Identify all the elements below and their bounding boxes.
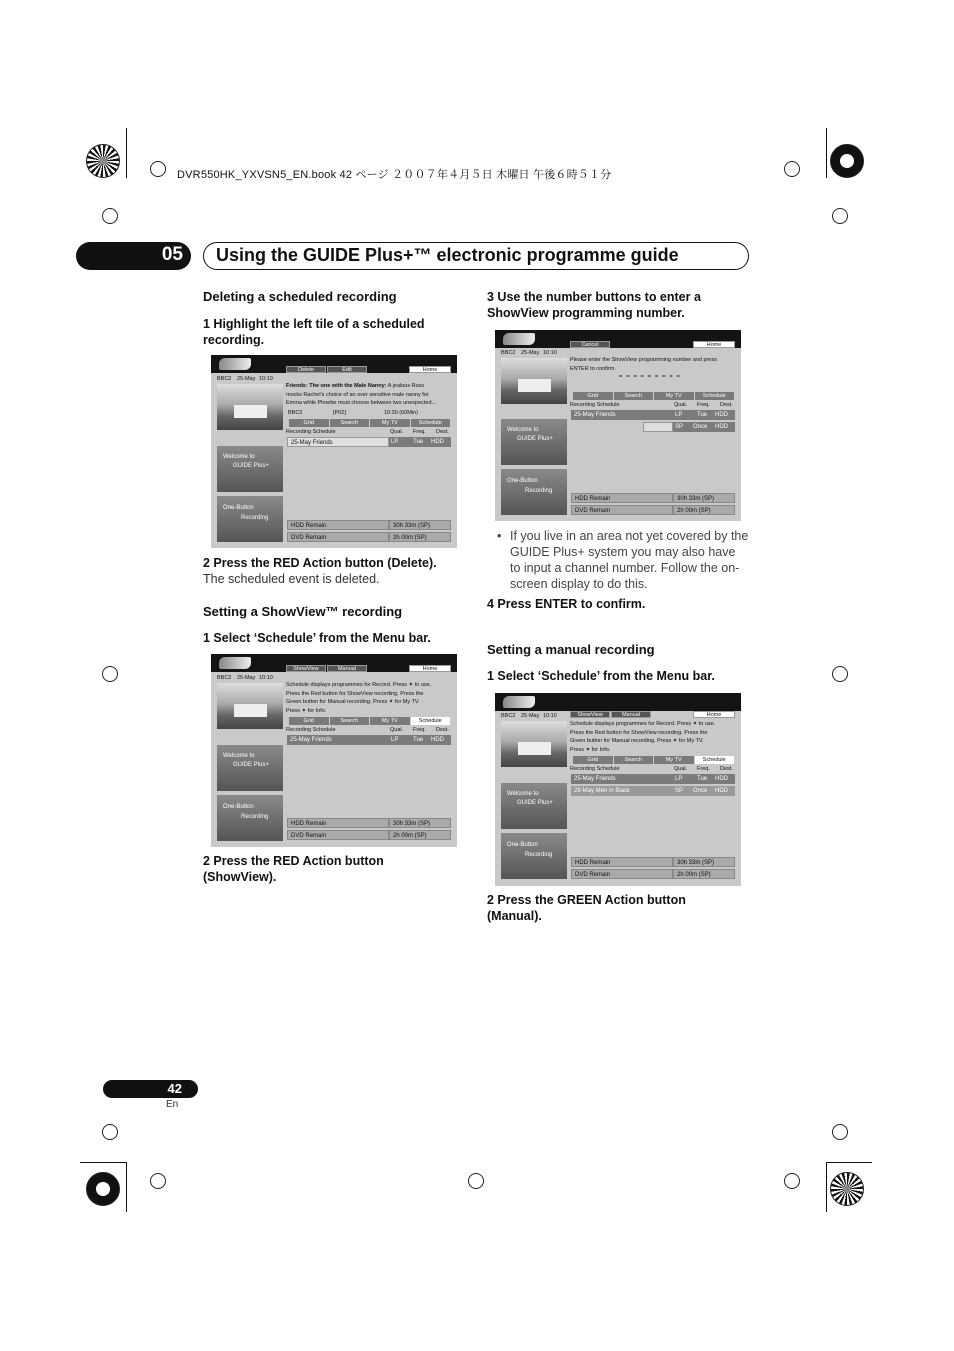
crosshair-icon bbox=[102, 1124, 118, 1140]
manual-button[interactable]: Manual bbox=[611, 711, 651, 718]
recording-label: Recording bbox=[241, 814, 269, 820]
description-line2: ENTER to confirm. bbox=[570, 365, 616, 372]
row-qual: LP bbox=[675, 776, 683, 782]
bullet-text: If you live in an area not yet covered by the GUIDE Plus+ system you may also have to input a channel number. Follow the on-screen display to do this. bbox=[510, 529, 749, 591]
tab-my-tv[interactable]: My TV bbox=[370, 419, 411, 427]
date-label: 25-May bbox=[521, 713, 540, 719]
row-freq: Tue bbox=[413, 737, 424, 743]
crosshair-icon bbox=[150, 1173, 166, 1189]
date-label: 25-May bbox=[521, 350, 540, 356]
hdd-remain-value: 30h 33m (SP) bbox=[389, 818, 451, 828]
home-button[interactable]: Home bbox=[693, 341, 735, 348]
one-button-panel[interactable] bbox=[501, 469, 567, 515]
tab-schedule[interactable]: Schedule bbox=[411, 419, 452, 427]
showview-button[interactable]: ShowView bbox=[286, 665, 326, 672]
crop-mark bbox=[826, 1162, 872, 1163]
hdd-remain-value: 30h 33m (SP) bbox=[673, 857, 735, 867]
guide-plus-label: GUIDE Plus+ bbox=[517, 800, 553, 806]
recording-label: Recording bbox=[241, 515, 269, 521]
list-header-qual: Qual. bbox=[674, 402, 688, 408]
welcome-panel[interactable] bbox=[501, 783, 567, 829]
welcome-panel[interactable] bbox=[501, 419, 567, 465]
new-schedule-row-settings[interactable] bbox=[673, 422, 735, 432]
page-number-tab bbox=[103, 1080, 198, 1098]
crosshair-icon bbox=[832, 208, 848, 224]
one-button-panel[interactable] bbox=[217, 496, 283, 542]
one-button-panel[interactable] bbox=[217, 795, 283, 841]
description-line2: Press the Red button for ShowView recording. Press the bbox=[286, 690, 424, 697]
list-header-freq: Freq. bbox=[413, 429, 426, 435]
hdd-remain-value: 30h 33m (SP) bbox=[389, 520, 451, 530]
schedule-row-settings[interactable] bbox=[389, 437, 451, 447]
time-label: 10:10 bbox=[259, 675, 273, 681]
tab-my-tv[interactable]: My TV bbox=[654, 756, 695, 764]
crosshair-icon bbox=[784, 1173, 800, 1189]
tab-schedule[interactable]: Schedule bbox=[695, 756, 736, 764]
chapter-tab bbox=[76, 242, 191, 270]
description-line2: mocks Rachel’s choice of an over sensitive male nanny for bbox=[286, 391, 429, 398]
dvd-remain-label: DVD Remain bbox=[571, 869, 673, 879]
guide-plus-logo bbox=[503, 696, 535, 708]
description-line3: Green button for Manual recording. Press ✦ for My TV. bbox=[286, 699, 420, 705]
recording-label: Recording bbox=[525, 488, 553, 494]
channel-label: BBC2 bbox=[217, 675, 232, 681]
description-line1: Please enter the ShowView programming number and press bbox=[570, 357, 717, 363]
schedule-row[interactable] bbox=[571, 786, 735, 796]
one-button-label: One-Button bbox=[507, 478, 538, 484]
crosshair-icon bbox=[102, 208, 118, 224]
tab-schedule[interactable]: Schedule bbox=[695, 392, 736, 400]
tab-bar bbox=[289, 419, 451, 427]
hdd-remain-label: HDD Remain bbox=[287, 818, 389, 828]
crop-mark bbox=[126, 1162, 127, 1212]
row-freq: Once bbox=[693, 424, 708, 430]
preview-thumbnail bbox=[501, 358, 567, 404]
one-button-label: One-Button bbox=[223, 804, 254, 810]
tab-bar bbox=[573, 756, 735, 764]
description-line1: Schedule displays programmes for Record. Press ✦ to use. bbox=[286, 682, 432, 688]
step-select-schedule-manual: 1 Select ‘Schedule’ from the Menu bar. bbox=[487, 669, 715, 683]
schedule-row[interactable] bbox=[571, 410, 735, 420]
showview-number-input[interactable]: = = = = = = = = = bbox=[619, 374, 681, 380]
row-title: 25-May Friends bbox=[574, 412, 616, 418]
description-line1: Schedule displays programmes for Record. Press ✦ to use. bbox=[570, 721, 716, 727]
crosshair-icon bbox=[832, 666, 848, 682]
row-freq: Once bbox=[693, 788, 708, 794]
guide-plus-logo bbox=[219, 358, 251, 370]
edit-button[interactable]: Edit bbox=[327, 366, 367, 373]
tab-grid[interactable]: Grid bbox=[289, 419, 330, 427]
page-number: 42 bbox=[167, 1081, 182, 1096]
schedule-row[interactable] bbox=[571, 774, 735, 784]
step-press-red-delete: 2 Press the RED Action button (Delete). bbox=[203, 556, 437, 570]
date-label: 25-May bbox=[237, 376, 256, 382]
crosshair-icon bbox=[832, 1124, 848, 1140]
welcome-to-label: Welcome to bbox=[507, 791, 539, 797]
row-freq: Tue bbox=[697, 412, 708, 418]
step-press-enter: 4 Press ENTER to confirm. bbox=[487, 597, 646, 611]
screen-top-bar bbox=[211, 654, 457, 672]
step-highlight: 1 Highlight the left tile of a scheduled recording. bbox=[203, 317, 425, 347]
guide-plus-logo bbox=[503, 333, 535, 345]
schedule-row[interactable] bbox=[287, 437, 389, 447]
time-label: 10:10 bbox=[543, 350, 557, 356]
crosshair-icon bbox=[784, 161, 800, 177]
recording-label: Recording bbox=[525, 852, 553, 858]
section-title-showview: Setting a ShowView™ recording bbox=[203, 604, 403, 619]
row-dest: HDD bbox=[431, 439, 444, 445]
list-header-freq: Freq. bbox=[697, 766, 710, 772]
screenshot-enter-showview bbox=[495, 330, 741, 521]
dvd-remain-value: 2h 00m (SP) bbox=[389, 532, 451, 542]
screenshot-delete bbox=[211, 355, 457, 548]
date-label: 25-May bbox=[237, 675, 256, 681]
file-header: DVR550HK_YXVSN5_EN.book 42 ページ ２００７年４月５日 木曜日 午後６時５１分 bbox=[177, 169, 612, 181]
bullet-icon: • bbox=[497, 529, 502, 543]
section-title-manual: Setting a manual recording bbox=[487, 642, 655, 657]
guide-plus-label: GUIDE Plus+ bbox=[233, 463, 269, 469]
step-note: The scheduled event is deleted. bbox=[203, 572, 380, 586]
description-line4: Press ✦ for Info. bbox=[570, 746, 611, 753]
description-line3: Green button for Manual recording. Press ✦ for My TV. bbox=[570, 738, 704, 744]
description bbox=[286, 681, 454, 715]
hdd-remain-value: 30h 33m (SP) bbox=[673, 493, 735, 503]
one-button-label: One-Button bbox=[507, 842, 538, 848]
registration-mark-icon bbox=[86, 144, 120, 178]
list-header-qual: Qual. bbox=[390, 727, 404, 733]
delete-button[interactable]: Delete bbox=[286, 366, 326, 373]
home-button[interactable]: Home bbox=[693, 711, 735, 718]
dvd-remain-value: 2h 00m (SP) bbox=[673, 869, 735, 879]
description-line3: Emma while Phoebe must choose between two unexpected... bbox=[286, 400, 437, 406]
description bbox=[570, 720, 738, 754]
tab-grid[interactable]: Grid bbox=[289, 717, 330, 725]
crop-mark bbox=[80, 1162, 126, 1163]
tab-schedule[interactable]: Schedule bbox=[411, 717, 452, 725]
tab-search[interactable]: Search bbox=[330, 717, 371, 725]
chapter-number: 05 bbox=[161, 244, 183, 265]
row-dest: HDD bbox=[715, 424, 728, 430]
hdd-remain-label: HDD Remain bbox=[287, 520, 389, 530]
welcome-to-label: Welcome to bbox=[223, 753, 255, 759]
row-freq: Tue bbox=[413, 439, 424, 445]
row-dest: HDD bbox=[431, 737, 444, 743]
one-button-panel[interactable] bbox=[501, 833, 567, 879]
list-header-dest: Dest. bbox=[720, 402, 733, 408]
list-header-dest: Dest. bbox=[720, 766, 733, 772]
dvd-remain-value: 2h 00m (SP) bbox=[673, 505, 735, 515]
row-freq: Tue bbox=[697, 776, 708, 782]
list-header-title: Recording Schedule bbox=[286, 727, 336, 733]
welcome-panel[interactable] bbox=[217, 446, 283, 492]
description-line1: A jealous Ross bbox=[386, 383, 425, 389]
dvd-remain-label: DVD Remain bbox=[287, 830, 389, 840]
channel-label: BBC2 bbox=[501, 350, 516, 356]
row-qual: LP bbox=[675, 412, 683, 418]
description bbox=[570, 356, 738, 373]
list-header-freq: Freq. bbox=[697, 402, 710, 408]
guide-plus-logo bbox=[219, 657, 251, 669]
step-select-schedule: 1 Select ‘Schedule’ from the Menu bar. bbox=[203, 631, 431, 645]
crop-mark bbox=[826, 128, 827, 178]
row-dest: HDD bbox=[715, 776, 728, 782]
home-button[interactable]: Home bbox=[409, 366, 451, 373]
row-dest: HDD bbox=[715, 412, 728, 418]
tab-grid[interactable]: Grid bbox=[573, 756, 614, 764]
info-channel: BBC2 bbox=[288, 410, 303, 416]
row-title: 25-May Friends bbox=[291, 440, 333, 446]
section-title-delete: Deleting a scheduled recording bbox=[203, 289, 397, 304]
row-qual: LP bbox=[391, 737, 399, 743]
new-schedule-row[interactable] bbox=[643, 422, 673, 432]
row-title: 29-May Men in Black bbox=[574, 788, 631, 794]
tab-my-tv[interactable]: My TV bbox=[370, 717, 411, 725]
info-time: 10:30 (60Min) bbox=[384, 410, 418, 416]
row-title: 25-May Friends bbox=[290, 737, 332, 743]
row-qual: SP bbox=[675, 788, 684, 794]
step-press-red-showview: 2 Press the RED Action button (ShowView). bbox=[203, 854, 384, 884]
screenshot-manual bbox=[495, 693, 741, 886]
registration-mark-icon bbox=[830, 1172, 864, 1206]
registration-mark-icon bbox=[830, 144, 864, 178]
list-header-qual: Qual. bbox=[674, 766, 688, 772]
step-enter-number: 3 Use the number buttons to enter a ShowView programming number. bbox=[487, 290, 701, 320]
list-header-qual: Qual. bbox=[390, 429, 404, 435]
bullet-note bbox=[497, 528, 749, 592]
hdd-remain-label: HDD Remain bbox=[571, 493, 673, 503]
screen-top-bar bbox=[211, 355, 457, 373]
dvd-remain-value: 2h 00m (SP) bbox=[389, 830, 451, 840]
description-line2: Press the Red button for ShowView recording. Press the bbox=[570, 729, 708, 736]
chapter-title-box bbox=[203, 242, 749, 270]
time-label: 10:10 bbox=[543, 713, 557, 719]
tab-search[interactable]: Search bbox=[614, 392, 655, 400]
row-dest: HDD bbox=[715, 788, 728, 794]
preview-thumbnail bbox=[501, 721, 567, 767]
info-code: [P02] bbox=[333, 410, 346, 416]
description bbox=[286, 382, 454, 408]
list-header-dest: Dest. bbox=[436, 429, 449, 435]
hdd-remain-label: HDD Remain bbox=[571, 857, 673, 867]
time-label: 10:10 bbox=[259, 376, 273, 382]
preview-thumbnail bbox=[217, 683, 283, 729]
schedule-row[interactable] bbox=[287, 735, 451, 745]
page-language: En bbox=[166, 1099, 179, 1110]
list-header-title: Recording Schedule bbox=[286, 429, 336, 435]
screen-top-bar bbox=[495, 330, 741, 348]
registration-mark-icon bbox=[86, 1172, 120, 1206]
tab-my-tv[interactable]: My TV bbox=[654, 392, 695, 400]
welcome-panel[interactable] bbox=[217, 745, 283, 791]
tab-search[interactable]: Search bbox=[614, 756, 655, 764]
dvd-remain-label: DVD Remain bbox=[571, 505, 673, 515]
cancel-button[interactable]: Cancel bbox=[570, 341, 610, 348]
tab-search[interactable]: Search bbox=[330, 419, 371, 427]
channel-label: BBC2 bbox=[217, 376, 232, 382]
dvd-remain-label: DVD Remain bbox=[287, 532, 389, 542]
tab-bar bbox=[573, 392, 735, 400]
row-qual: SP bbox=[675, 424, 684, 430]
description-line4: Press ✦ for Info. bbox=[286, 707, 327, 714]
list-header-title: Recording Schedule bbox=[570, 402, 620, 408]
list-header-freq: Freq. bbox=[413, 727, 426, 733]
one-button-label: One-Button bbox=[223, 505, 254, 511]
channel-label: BBC2 bbox=[501, 713, 516, 719]
description-title: Friends: The one with the Male Nanny: bbox=[286, 383, 387, 389]
manual-button[interactable]: Manual bbox=[327, 665, 367, 672]
preview-thumbnail bbox=[217, 384, 283, 430]
guide-plus-label: GUIDE Plus+ bbox=[517, 436, 553, 442]
welcome-to-label: Welcome to bbox=[223, 454, 255, 460]
guide-plus-label: GUIDE Plus+ bbox=[233, 762, 269, 768]
crosshair-icon bbox=[468, 1173, 484, 1189]
crosshair-icon bbox=[102, 666, 118, 682]
step-press-green-manual: 2 Press the GREEN Action button (Manual). bbox=[487, 893, 686, 923]
crop-mark bbox=[826, 1162, 827, 1212]
screenshot-showview bbox=[211, 654, 457, 847]
crosshair-icon bbox=[150, 161, 166, 177]
welcome-to-label: Welcome to bbox=[507, 427, 539, 433]
tab-grid[interactable]: Grid bbox=[573, 392, 614, 400]
row-qual: LP bbox=[391, 439, 399, 445]
showview-button[interactable]: ShowView bbox=[570, 711, 610, 718]
list-header-dest: Dest. bbox=[436, 727, 449, 733]
list-header-title: Recording Schedule bbox=[570, 766, 620, 772]
crop-mark bbox=[126, 128, 127, 178]
tab-bar bbox=[289, 717, 451, 725]
home-button[interactable]: Home bbox=[409, 665, 451, 672]
chapter-title: Using the GUIDE Plus+™ electronic programme guide bbox=[216, 245, 679, 265]
row-title: 25-May Friends bbox=[574, 776, 616, 782]
